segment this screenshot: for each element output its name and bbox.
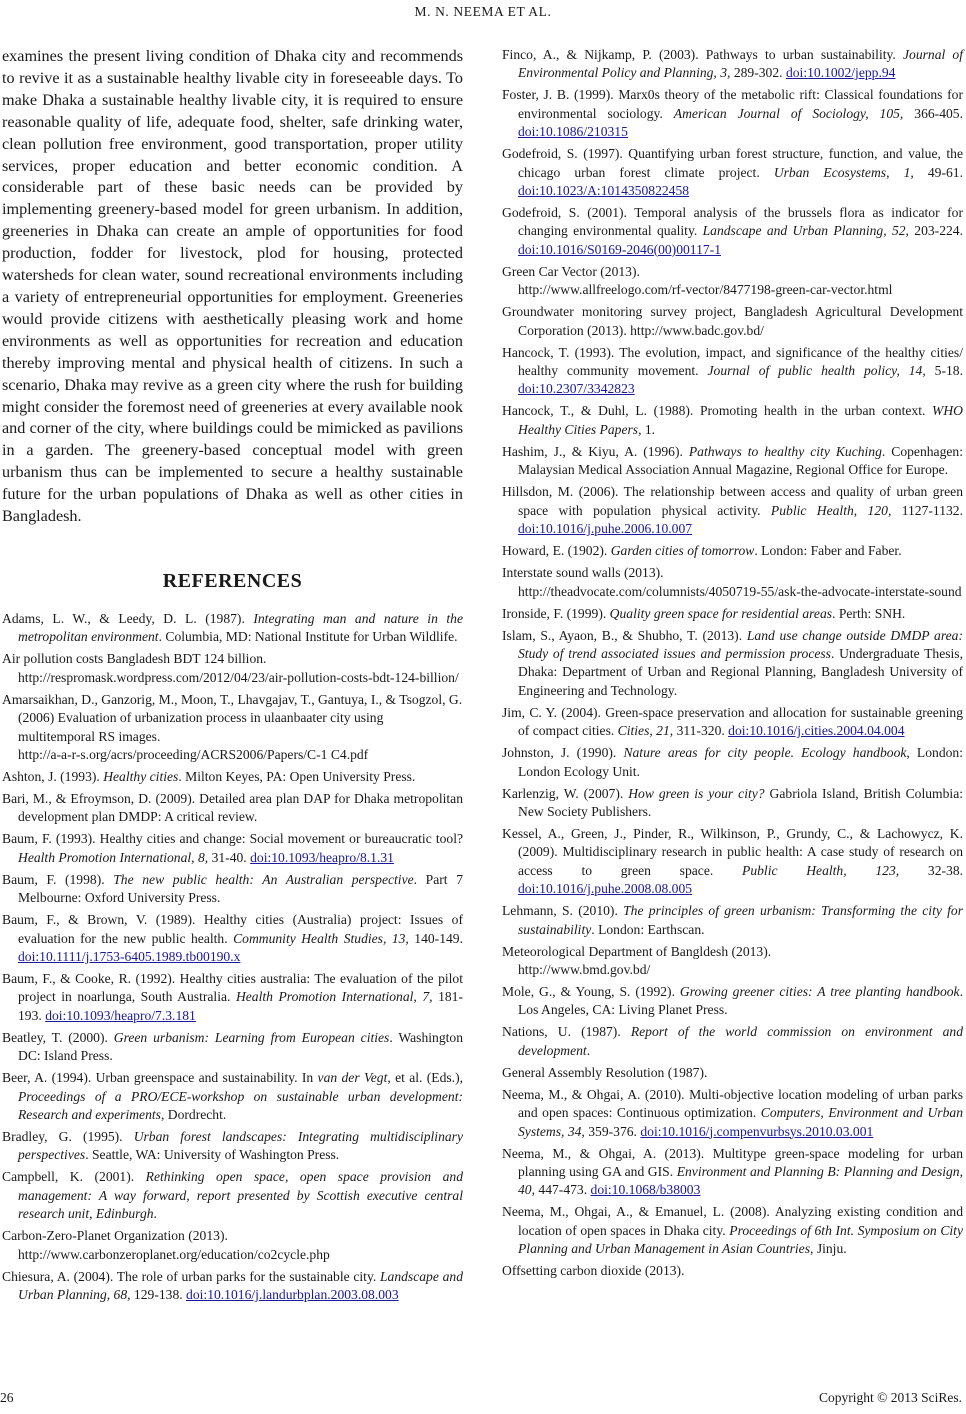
reference-entry	[502, 483, 963, 538]
reference-entry	[502, 605, 963, 623]
reference-source: Green urbanism: Learning from European cities	[113, 1029, 390, 1045]
reference-source: Report of the world commission on environment and development	[518, 1024, 963, 1058]
url-link[interactable]: http://respromask.wordpress.com/2012/04/23/air-pollution-costs-bdt-124-billion/	[18, 669, 459, 685]
reference-source: Proceedings of 6th Int. Symposium on City Planning and Urban Management in Asian Countries	[518, 1222, 963, 1257]
url-link[interactable]: http://www.bmd.gov.bd/	[518, 961, 651, 977]
reference-entry	[2, 911, 463, 966]
reference-entry	[502, 263, 963, 300]
reference-text: 311-320.	[673, 723, 729, 739]
reference-text: General Assembly Resolution (1987).	[502, 1064, 708, 1080]
reference-source: Rethinking open space, open space provision and management: A way forward, report presented by Scottish executive central research unit, Edinburgh	[18, 1169, 464, 1222]
running-header: M. N. NEEMA ET AL.	[414, 4, 552, 19]
reference-source: Garden cities of tomorrow	[610, 543, 755, 559]
reference-text: Ironside, F. (1999).	[502, 605, 610, 621]
reference-text: ,	[853, 502, 868, 518]
reference-text: 31-40.	[208, 849, 251, 865]
reference-source: Urban forest landscapes: Integrating multidisciplinary perspectives	[18, 1129, 463, 1163]
reference-text: . London: Earthscan.	[591, 921, 705, 937]
reference-entry	[502, 744, 963, 781]
reference-text: Beer, A. (1994). Urban greenspace and sustainability. In	[2, 1070, 318, 1086]
reference-source: Community Health Studies, 13,	[233, 930, 409, 946]
url-link[interactable]: http://theadvocate.com/columnists/4050719-55/ask-the-advocate-interstate-sound	[518, 583, 962, 599]
reference-text: 140-149.	[408, 930, 463, 946]
url-link[interactable]: http://a-a-r-s.org/acrs/proceeding/ACRS2006/Papers/C-1 C4.pdf	[18, 746, 369, 762]
reference-text: Hashim, J., & Kiyu, A. (1996).	[502, 443, 689, 459]
reference-text: Hancock, T., & Duhl, L. (1988). Promoting health in the urban context.	[502, 403, 933, 419]
reference-text: Chiesura, A. (2004). The role of urban parks for the sustainable city.	[2, 1268, 380, 1284]
reference-text: 49-61.	[913, 164, 963, 180]
conclusion-paragraph: examines the present living condition of Dhaka city and recommends to revive it as a sustainable healthy livable city in foreseeable days. To make Dhaka a sustainable healthy livable city, it is required to ensure reasonable quality of life, adequate food, shelter, safe drinking water, clean pollution free environment, good transportation, proper utility services, proper education and better economic condition. A considerable part of these basic needs can be provided by implementing greenery-based model for green urbanism. In addition, greeneries in Dhaka can create an ample of opportunities for food production, fodder for livestock, plod for housing, protected watersheds for clean water, sound recreational environments including a variety of entrepreneurial opportunities for employment. Greeneries would provide citizens with aesthetically pleasing work and home environments as well as opportunities for recreation and education thereby improving mental and physical health of citizens. In such a scenario, Dhaka may revive as a green city where the rush for building might consider the foremost need of greeneries at every available nook and corner of the city, where buildings could be mimicked as pavilions in a garden. The greenery-based conceptual model with green urbanism thus can be implemented to secure a healthy sustainable future for the urban populations of Dhaka as well as other cities in Bangladesh.	[2, 47, 463, 526]
reference-text: Ashton, J. (1993).	[2, 768, 104, 784]
reference-source: Integrating man and nature in the metropolitan environment	[18, 610, 463, 645]
reference-text: . Undergraduate Thesis, Dhaka: Department of Urban and Regional Planning, Bangladesh University of Engineering and Technology.	[518, 645, 963, 698]
reference-text: 32-38.	[899, 862, 964, 878]
doi-link[interactable]: doi:10.1016/j.compenvurbsys.2010.03.001	[640, 1123, 874, 1139]
reference-source: Land use change outside DMDP area: Study of trend associated issues and permission process	[518, 627, 963, 661]
reference-entry	[502, 86, 963, 141]
reference-source: Nature areas for city people. Ecology handbook	[623, 745, 907, 761]
reference-source: 120,	[867, 502, 892, 518]
reference-source: Journal of Environmental Policy and Planning, 3,	[518, 47, 963, 81]
reference-text: Baum, F., & Cooke, R. (1992). Healthy cities australia: The evaluation of the pilot project in noarlunga, South Australia.	[2, 971, 463, 1005]
reference-text: 289-302.	[730, 65, 786, 81]
reference-entry	[2, 790, 463, 827]
reference-entry	[502, 1086, 963, 1141]
reference-source: Public Health	[770, 502, 854, 518]
reference-text: Campbell, K. (2001).	[2, 1169, 146, 1185]
reference-source: Pathways to healthy city Kuching	[688, 443, 882, 459]
reference-entry	[2, 610, 463, 647]
reference-entry	[502, 145, 963, 200]
reference-entry	[502, 983, 963, 1020]
reference-text: . Los Angeles, CA: Living Planet Press.	[518, 983, 963, 1018]
reference-entry	[502, 902, 963, 939]
reference-source: Landscape and Urban Planning, 68,	[18, 1268, 463, 1303]
doi-link[interactable]: doi:10.1016/j.cities.2004.04.004	[728, 723, 905, 739]
reference-text: Offsetting carbon dioxide (2013).	[502, 1263, 685, 1279]
reference-text: .	[153, 1206, 157, 1222]
reference-text: Neema, M., Ohgai, A., & Emanuel, L. (2008). Analyzing existing condition and location of open spaces in Dhaka city.	[502, 1204, 963, 1238]
reference-entry	[502, 785, 963, 822]
page-number: 26	[0, 1390, 14, 1405]
references-list-left	[2, 610, 463, 1305]
reference-text: Groundwater monitoring survey project, Bangladesh Agricultural Development Corporation (2013). http://www.badc.gov.bd/	[502, 304, 963, 338]
reference-entry	[502, 443, 963, 480]
reference-text: 129-138.	[130, 1287, 187, 1303]
reference-text: Lehmann, S. (2010).	[502, 903, 624, 919]
reference-text: . Perth: SNH.	[832, 605, 906, 621]
doi-link[interactable]: doi:10.1002/jepp.94	[785, 65, 896, 81]
reference-text: Amarsaikhan, D., Ganzorig, M., Moon, T., Lhavgajav, T., Gantuya, I., & Tsogzol, G. (2006) Evaluation of urbanization process in ulaanbaater city using multitemporal RS images.	[2, 691, 463, 744]
reference-entry	[502, 825, 963, 899]
reference-entry	[2, 1227, 463, 1264]
reference-text: Bradley, G. (1995).	[2, 1129, 134, 1145]
reference-entry	[502, 564, 963, 601]
reference-entry	[502, 943, 963, 980]
reference-text: 366-405.	[903, 105, 963, 121]
reference-text: Howard, E. (1902).	[502, 543, 611, 559]
reference-text: Godefroid, S. (1997). Quantifying urban forest structure, function, and value, the chicago urban forest climate project.	[502, 146, 963, 180]
reference-entry	[2, 871, 463, 908]
reference-entry	[502, 1023, 963, 1060]
reference-entry	[502, 46, 963, 83]
reference-entry	[2, 830, 463, 867]
reference-text: Baum, F., & Brown, V. (1989). Healthy cities (Australia) project: Issues of evaluation for the new public health.	[2, 912, 463, 946]
reference-text: Baum, F. (1993). Healthy cities and change: Social movement or bureaucratic tool?	[2, 831, 463, 847]
reference-source: Computers, Environment and Urban Systems, 34,	[518, 1105, 963, 1139]
reference-text: .	[586, 1042, 591, 1058]
reference-text: Neema, M., & Ohgai, A. (2010). Multi-objective location modeling of urban parks and open spaces: Continuous optimization.	[502, 1086, 963, 1121]
doi-link[interactable]: doi:10.1093/heapro/8.1.31	[250, 849, 394, 865]
doi-link[interactable]: doi:10.1016/S0169-2046(00)00117-1	[518, 241, 722, 257]
reference-text: Hancock, T. (1993). The evolution, impact, and significance of the healthy cities/ healthy community movement.	[502, 344, 963, 379]
reference-source: WHO Healthy Cities Papers	[518, 403, 963, 437]
reference-source: How green is your city?	[628, 785, 765, 801]
reference-text: , 1.	[638, 421, 656, 437]
reference-text: Foster, J. B. (1999). Marx0s theory of the metabolic rift: Classical foundations for environmental sociology.	[502, 87, 963, 121]
references-list-right	[502, 46, 963, 1281]
reference-entry	[2, 650, 463, 687]
reference-text: Johnston, J. (1990).	[502, 745, 624, 761]
reference-entry	[502, 303, 963, 340]
reference-entry	[2, 970, 463, 1025]
reference-entry	[502, 1064, 963, 1082]
reference-entry	[2, 1029, 463, 1066]
reference-text: Jim, C. Y. (2004). Green-space preservation and allocation for sustainable greening of compact cities.	[502, 704, 963, 739]
reference-text: Beatley, T. (2000).	[2, 1029, 114, 1045]
doi-link[interactable]: doi:10.1068/b38003	[590, 1182, 701, 1198]
reference-entry	[2, 1128, 463, 1165]
reference-text: Godefroid, S. (2001). Temporal analysis of the brussels flora as indicator for changing environmental quality.	[502, 205, 963, 239]
doi-link[interactable]: doi:10.1016/j.landurbplan.2003.08.003	[186, 1287, 399, 1303]
reference-text: Hillsdon, M. (2006). The relationship between access and quality of urban green space with population physical activity.	[502, 484, 963, 518]
reference-source: Urban Ecosystems, 1,	[773, 164, 914, 180]
reference-text: Meteorological Department of Bangldesh (2013).	[502, 943, 772, 959]
reference-entry	[502, 542, 963, 560]
url-link[interactable]: http://www.carbonzeroplanet.org/education/co2cycle.php	[18, 1246, 330, 1262]
reference-text: Bari, M., & Efroymson, D. (2009). Detailed area plan DAP for Dhaka metropolitan development plan DMDP: A critical review.	[2, 790, 463, 825]
reference-text: . Part 7 Melbourne: Oxford University Press.	[18, 871, 463, 906]
reference-text: , London: London Ecology Unit.	[518, 745, 963, 779]
right-column	[502, 46, 963, 1284]
reference-entry	[502, 344, 963, 399]
reference-source: Health Promotion International, 8,	[18, 849, 209, 865]
reference-source: American Journal of Sociology, 105,	[673, 105, 904, 121]
reference-source: Journal of public health policy, 14,	[707, 363, 926, 379]
reference-text: Interstate sound walls (2013).	[502, 565, 664, 581]
reference-text: Mole, G., & Young, S. (1992).	[502, 983, 680, 999]
doi-link[interactable]: doi:10.2307/3342823	[518, 381, 635, 397]
reference-entry	[2, 768, 463, 786]
left-column	[2, 46, 463, 1308]
doi-link[interactable]: doi:10.1016/j.puhe.2008.08.005	[518, 881, 693, 897]
reference-text: 5-18.	[925, 363, 964, 379]
doi-link[interactable]: doi:10.1093/heapro/7.3.181	[45, 1007, 196, 1023]
reference-source: Quality green space for residential areas	[609, 605, 833, 621]
reference-source: Cities, 21,	[617, 723, 674, 739]
reference-source: Landscape and Urban Planning, 52,	[702, 223, 909, 239]
reference-source: Growing greener cities: A tree planting handbook	[679, 983, 960, 999]
references-heading: REFERENCES	[162, 569, 303, 592]
reference-text: Finco, A., & Nijkamp, P. (2003). Pathways to urban sustainability.	[502, 47, 903, 62]
reference-text: Baum, F. (1998).	[2, 871, 114, 887]
reference-text: 181-193.	[18, 989, 463, 1023]
reference-text: 1127-1132.	[891, 502, 963, 518]
reference-text: Gabriola Island, British Columbia: New Society Publishers.	[518, 785, 963, 819]
reference-source: Environment and Planning B: Planning and Design, 40,	[518, 1164, 964, 1198]
reference-source: van der Vegt	[317, 1070, 388, 1086]
reference-text: Nations, U. (1987).	[502, 1024, 631, 1040]
doi-link[interactable]: doi:10.1016/j.puhe.2006.10.007	[518, 521, 693, 537]
reference-entry	[2, 1069, 463, 1124]
doi-link[interactable]: doi:10.1111/j.1753-6405.1989.tb00190.x	[18, 949, 241, 964]
reference-entry	[502, 627, 963, 701]
reference-text: , Dordrecht.	[160, 1107, 227, 1123]
reference-text: Neema, M., & Ohgai, A. (2013). Multitype green-space modeling for urban planning using GA and GIS.	[502, 1145, 963, 1179]
reference-source: Healthy cities	[103, 768, 179, 784]
reference-entry	[502, 1203, 963, 1258]
reference-entry	[2, 1268, 463, 1305]
reference-text: 447-473.	[535, 1182, 591, 1198]
reference-text: . Seattle, WA: University of Washington Press.	[85, 1147, 340, 1163]
reference-text: , Jinju.	[810, 1241, 847, 1257]
reference-source: The new public health: An Australian perspective	[113, 871, 414, 887]
reference-text: Air pollution costs Bangladesh BDT 124 billion.	[2, 651, 267, 667]
reference-source: The principles of green urbanism: Transforming the city for sustainability	[518, 903, 964, 937]
reference-text: Islam, S., Ayaon, B., & Shubho, T. (2013).	[502, 627, 747, 643]
reference-text: Adams, L. W., & Leedy, D. L. (1987).	[2, 610, 254, 626]
url-link[interactable]: http://www.allfreelogo.com/rf-vector/8477198-green-car-vector.html	[518, 282, 893, 298]
doi-link[interactable]: doi:10.1086/210315	[518, 124, 628, 140]
reference-text: Green Car Vector (2013).	[502, 263, 640, 279]
doi-link[interactable]: doi:10.1023/A:1014350822458	[518, 183, 690, 199]
reference-text: . Columbia, MD: National Institute for Urban Wildlife.	[158, 629, 458, 645]
reference-text: 203-224.	[908, 223, 963, 239]
reference-entry	[502, 704, 963, 741]
reference-text: Kessel, A., Green, J., Pinder, R., Wilkinson, P., Grundy, C., & Lachowycz, K. (2009). Multidisciplinary research in public health: A case study of research on access to green space.	[502, 825, 963, 878]
reference-entry	[502, 402, 963, 439]
reference-entry	[2, 691, 463, 765]
reference-text: , et al. (Eds.),	[387, 1070, 463, 1086]
reference-text: . Washington DC: Island Press.	[18, 1029, 463, 1064]
reference-source: Health Promotion International, 7,	[235, 989, 433, 1005]
reference-text: . Milton Keyes, PA: Open University Press.	[178, 768, 416, 784]
reference-entry	[502, 204, 963, 259]
reference-text: Carbon-Zero-Planet Organization (2013).	[2, 1228, 228, 1244]
reference-source: Public Health, 123,	[742, 862, 900, 878]
reference-entry	[502, 1145, 963, 1200]
reference-text: Karlenzig, W. (2007).	[502, 785, 629, 801]
reference-source: Proceedings of a PRO/ECE-workshop on sustainable urban development: Research and experiments	[18, 1088, 463, 1123]
reference-text: . London: Faber and Faber.	[754, 543, 902, 559]
reference-text: . Copenhagen: Malaysian Medical Association Annual Magazine, Regional Office for Europe.	[518, 443, 963, 478]
copyright-notice: Copyright © 2013 SciRes.	[818, 1390, 962, 1405]
reference-text: 359-376.	[584, 1123, 641, 1139]
reference-entry	[2, 1168, 463, 1223]
reference-entry	[502, 1262, 963, 1280]
